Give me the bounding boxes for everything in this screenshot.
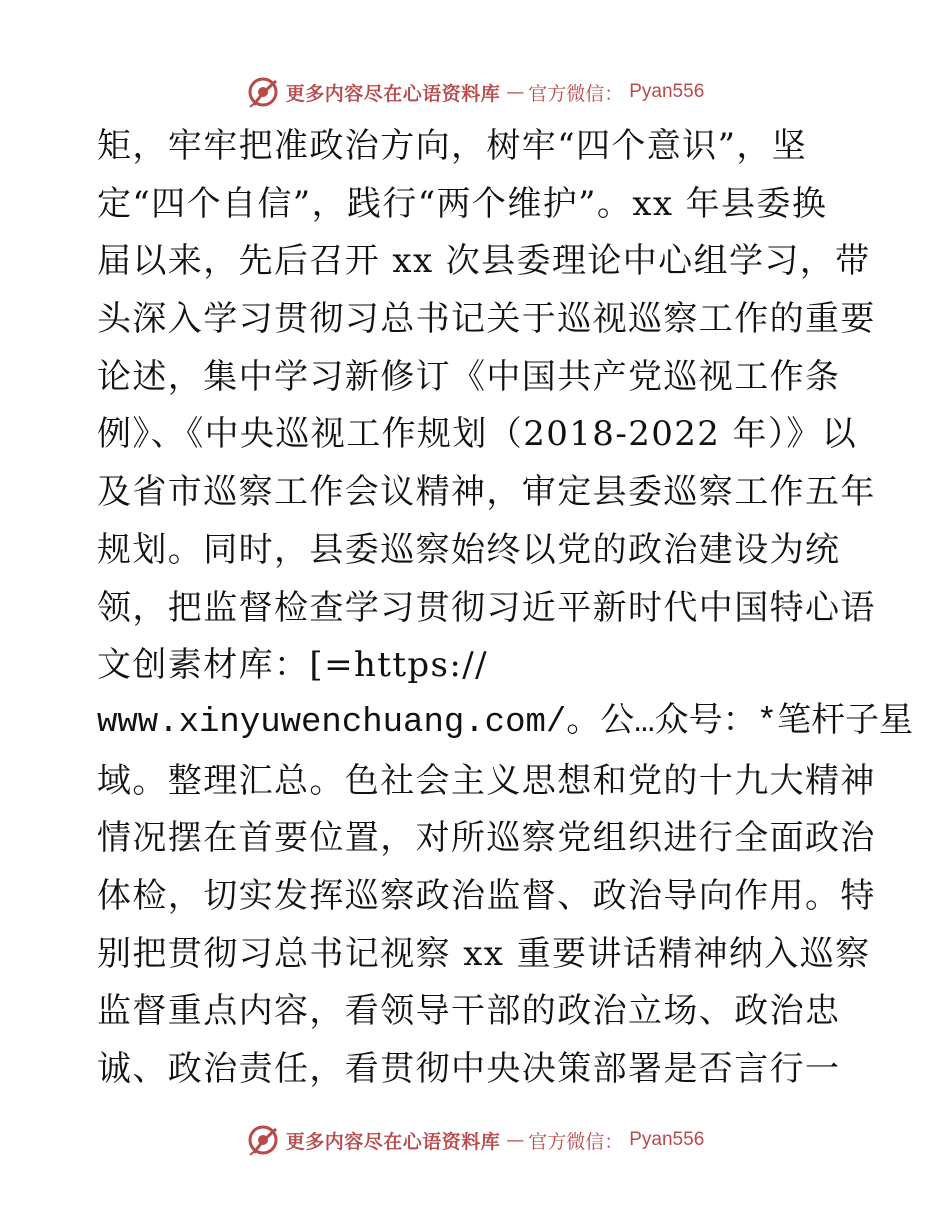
- body-line: 届以来，先后召开 xx 次县委理论中心组学习，带: [97, 241, 871, 282]
- body-line: 域。整理汇总。色社会主义思想和党的十九大精神: [97, 760, 876, 801]
- body-line: 例》、《中央巡视工作规划（2018-2022 年）》以: [97, 414, 858, 455]
- header-banner: [0, 72, 950, 112]
- footer-brand-text: 更多内容尽在心语资料库: [285, 1130, 501, 1153]
- body-line: 论述，集中学习新修订《中国共产党巡视工作条: [97, 356, 841, 397]
- body-line: 及省市巡察工作会议精神，审定县委巡察工作五年: [97, 472, 876, 513]
- brush-circle-logo-icon: [246, 75, 280, 109]
- document-body: [97, 118, 914, 1099]
- body-line-url: www.xinyuwenchuang.com/。公…众号：*笔杆子星: [97, 703, 914, 742]
- body-line: 头深入学习贯彻习总书记关于巡视巡察工作的重要: [97, 299, 876, 340]
- header-brand-text: 更多内容尽在心语资料库: [285, 82, 501, 105]
- brush-circle-logo-icon: [246, 1123, 280, 1157]
- body-line: 体检，切实发挥巡察政治监督、政治导向作用。特: [97, 875, 876, 916]
- footer-wechat-label: 官方微信：: [528, 1130, 624, 1153]
- header-wechat-label: 官方微信：: [528, 82, 624, 105]
- body-line: 规划。同时，县委巡察始终以党的政治建设为统: [97, 529, 841, 570]
- body-line: 领，把监督检查学习贯彻习近平新时代中国特心语: [97, 587, 876, 628]
- body-line: 监督重点内容，看领导干部的政治立场、政治忠: [97, 991, 841, 1032]
- header-wechat-id: Pyan556: [629, 81, 705, 102]
- footer-separator: —: [506, 1129, 523, 1151]
- body-line: 诚、政治责任，看贯彻中央决策部署是否言行一: [97, 1049, 841, 1089]
- header-separator: —: [506, 81, 523, 103]
- footer-wechat-id: Pyan556: [629, 1129, 705, 1150]
- body-line: 情况摆在首要位置，对所巡察党组织进行全面政治: [97, 818, 876, 859]
- body-line: 定“四个自信”，践行“两个维护”。xx 年县委换: [97, 183, 828, 224]
- footer-banner: [0, 1120, 950, 1160]
- body-line: 别把贯彻习总书记视察 xx 重要讲话精神纳入巡察: [97, 933, 871, 974]
- body-line: 矩，牢牢把准政治方向，树牢“四个意识”，坚: [97, 126, 808, 166]
- body-line: 文创素材库：[=https://: [97, 645, 488, 686]
